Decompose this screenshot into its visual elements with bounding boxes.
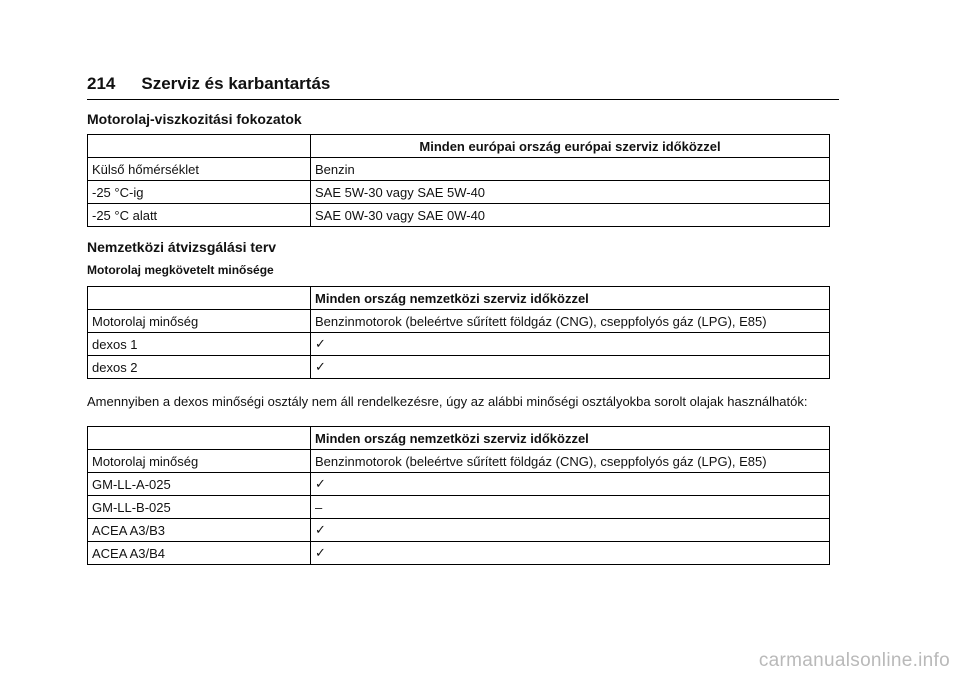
table-header-row: [88, 427, 830, 450]
table-row: [88, 450, 830, 473]
check-mark-cell: ✓: [311, 473, 830, 496]
table-cell: Benzinmotorok (beleértve sűrített földgáz (CNG), cseppfolyós gáz (LPG), E85): [311, 450, 830, 473]
international-plan-heading: Nemzetközi átvizsgálási terv: [87, 239, 277, 255]
check-mark-cell: ✓: [311, 356, 830, 379]
table-row: [88, 310, 830, 333]
table-header-row: [88, 287, 830, 310]
table-header-cell: Minden ország nemzetközi szerviz időközzel: [311, 427, 830, 450]
table-cell: ACEA A3/B3: [88, 519, 311, 542]
oil-quality-subheading: Motorolaj megkövetelt minősége: [87, 263, 274, 277]
table-cell: -25 °C alatt: [88, 204, 311, 227]
table-header-cell: [88, 135, 311, 158]
alternative-oil-table: [87, 426, 830, 565]
check-mark-cell: ✓: [311, 519, 830, 542]
table-cell: GM-LL-A-025: [88, 473, 311, 496]
oil-viscosity-heading: Motorolaj-viszkozitási fokozatok: [87, 111, 302, 127]
table-row: [88, 333, 830, 356]
header-divider: [87, 99, 839, 100]
check-mark-cell: ✓: [311, 333, 830, 356]
table-row: [88, 496, 830, 519]
table-cell: GM-LL-B-025: [88, 496, 311, 519]
table-row: [88, 519, 830, 542]
table-row: [88, 181, 830, 204]
page-number: 214: [87, 74, 116, 93]
table-cell: dexos 1: [88, 333, 311, 356]
page-header: [87, 74, 330, 94]
table-cell: Benzin: [311, 158, 830, 181]
dash-cell: –: [311, 496, 830, 519]
table-cell: SAE 0W-30 vagy SAE 0W-40: [311, 204, 830, 227]
table-cell: ACEA A3/B4: [88, 542, 311, 565]
table-header-cell: Minden ország nemzetközi szerviz időközzel: [311, 287, 830, 310]
table-cell: Motorolaj minőség: [88, 450, 311, 473]
table-row: [88, 158, 830, 181]
oil-viscosity-table: [87, 134, 830, 227]
table-cell: -25 °C-ig: [88, 181, 311, 204]
table-row: [88, 204, 830, 227]
table-cell: dexos 2: [88, 356, 311, 379]
table-cell: Motorolaj minőség: [88, 310, 311, 333]
table-row: [88, 473, 830, 496]
table-row: [88, 542, 830, 565]
check-mark-cell: ✓: [311, 542, 830, 565]
table-header-cell: [88, 287, 311, 310]
site-watermark: carmanualsonline.info: [758, 650, 950, 671]
table-row: [88, 356, 830, 379]
table-cell: Benzinmotorok (beleértve sűrített földgáz (CNG), cseppfolyós gáz (LPG), E85): [311, 310, 830, 333]
table-header-cell: Minden európai ország európai szerviz időközzel: [311, 135, 830, 158]
table-header-row: [88, 135, 830, 158]
alternative-oils-paragraph: Amennyiben a dexos minőségi osztály nem áll rendelkezésre, úgy az alábbi minőségi osztályokba sorolt olajak használhatók:: [87, 394, 808, 409]
oil-quality-table: [87, 286, 830, 379]
section-title: Szerviz és karbantartás: [141, 74, 331, 93]
table-cell: Külső hőmérséklet: [88, 158, 311, 181]
table-header-cell: [88, 427, 311, 450]
table-cell: SAE 5W-30 vagy SAE 5W-40: [311, 181, 830, 204]
